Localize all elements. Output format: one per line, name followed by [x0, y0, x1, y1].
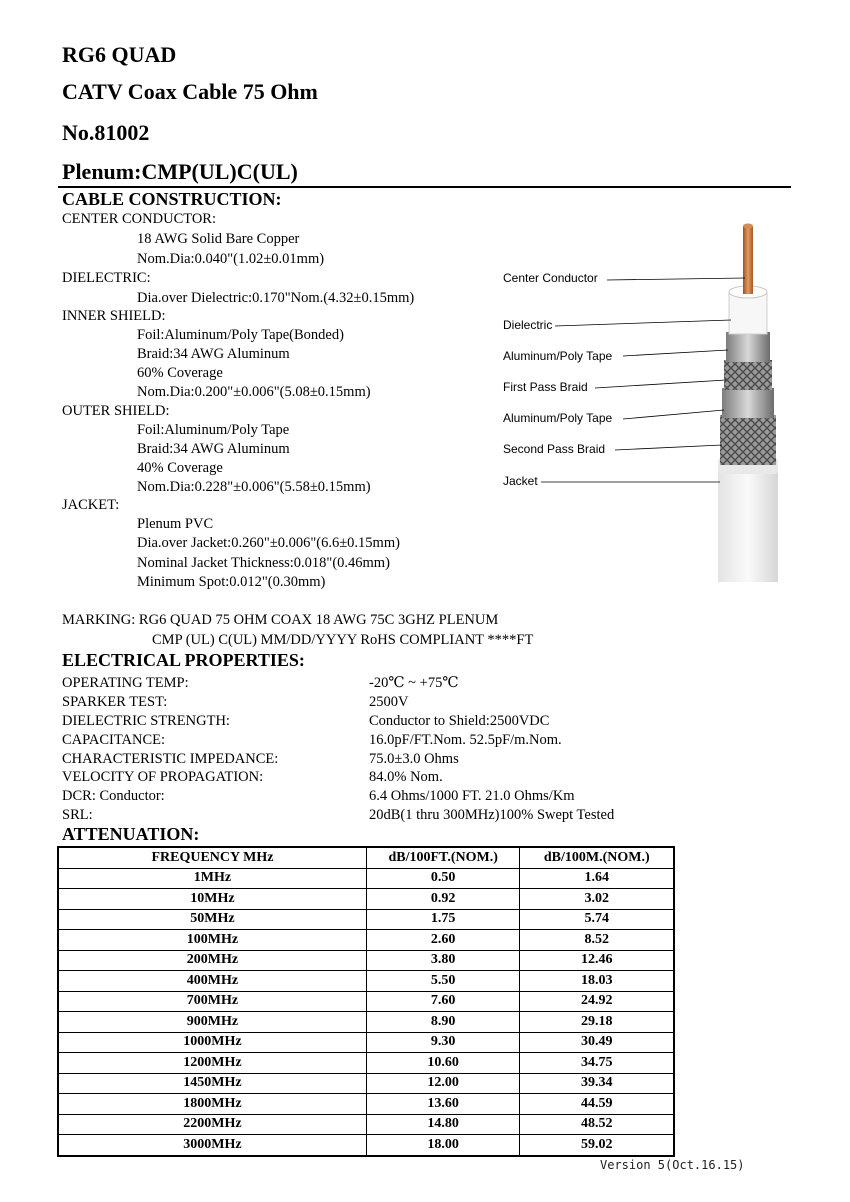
spec-line: Braid:34 AWG Aluminum	[137, 441, 290, 457]
table-cell: 0.92	[366, 889, 520, 910]
table-row	[58, 991, 674, 1012]
attenuation-heading: ATTENUATION:	[62, 824, 200, 844]
property-value: Conductor to Shield:2500VDC	[369, 713, 550, 729]
label-dielectric: Dielectric	[503, 318, 553, 332]
property-label: SPARKER TEST:	[62, 694, 168, 710]
table-cell: 3.02	[520, 889, 674, 910]
table-cell: 700MHz	[58, 991, 366, 1012]
label-aluminum-poly-tape-2: Aluminum/Poly Tape	[503, 411, 613, 425]
table-cell: 13.60	[366, 1094, 520, 1115]
label-second-pass-braid: Second Pass Braid	[503, 442, 606, 456]
second-braid-layer	[720, 415, 776, 465]
spec-line: Dia.over Jacket:0.260"±0.006"(6.6±0.15mm)	[137, 535, 400, 551]
column-header: dB/100M.(NOM.)	[520, 847, 674, 868]
table-cell: 7.60	[366, 991, 520, 1012]
table-cell: 1200MHz	[58, 1053, 366, 1074]
spec-line: 60% Coverage	[137, 365, 223, 381]
property-label: CHARACTERISTIC IMPEDANCE:	[62, 751, 279, 767]
electrical-heading: ELECTRICAL PROPERTIES:	[62, 650, 305, 670]
table-cell: 5.50	[366, 971, 520, 992]
table-row	[58, 1053, 674, 1074]
copper-tip	[743, 224, 753, 229]
spec-line: Minimum Spot:0.012"(0.30mm)	[137, 574, 326, 590]
table-cell: 18.03	[520, 971, 674, 992]
table-cell: 24.92	[520, 991, 674, 1012]
property-label: VELOCITY OF PROPAGATION:	[62, 769, 264, 785]
column-header: FREQUENCY MHz	[58, 847, 366, 868]
spec-line: 40% Coverage	[137, 460, 223, 476]
property-value: -20℃ ~ +75℃	[369, 675, 459, 691]
spec-line: Nom.Dia:0.040"(1.02±0.01mm)	[137, 251, 325, 267]
outer-shield-label: OUTER SHIELD:	[62, 403, 170, 419]
table-cell: 12.46	[520, 950, 674, 971]
property-label: DIELECTRIC STRENGTH:	[62, 713, 230, 729]
table-cell: 1800MHz	[58, 1094, 366, 1115]
table-cell: 39.34	[520, 1073, 674, 1094]
product-subtitle: CATV Coax Cable 75 Ohm	[62, 79, 318, 104]
center-conductor-label: CENTER CONDUCTOR:	[62, 211, 217, 227]
marking-line-1: MARKING: RG6 QUAD 75 OHM COAX 18 AWG 75C 3GHZ PLENUM	[62, 612, 499, 628]
property-value: 84.0% Nom.	[369, 769, 443, 785]
first-foil-layer	[726, 332, 770, 362]
first-braid-layer	[724, 360, 772, 390]
spec-line: Nom.Dia:0.228"±0.006"(5.58±0.15mm)	[137, 479, 371, 495]
table-cell: 59.02	[520, 1135, 674, 1156]
table-cell: 18.00	[366, 1135, 520, 1156]
spec-line: Nominal Jacket Thickness:0.018"(0.46mm)	[137, 555, 390, 571]
label-aluminum-poly-tape-1: Aluminum/Poly Tape	[503, 349, 613, 363]
table-cell: 400MHz	[58, 971, 366, 992]
column-header: dB/100FT.(NOM.)	[366, 847, 520, 868]
table-cell: 200MHz	[58, 950, 366, 971]
spec-line: Foil:Aluminum/Poly Tape	[137, 422, 290, 438]
table-cell: 2200MHz	[58, 1114, 366, 1135]
property-value: 16.0pF/FT.Nom. 52.5pF/m.Nom.	[369, 732, 562, 748]
attenuation-table	[57, 846, 675, 1157]
table-cell: 44.59	[520, 1094, 674, 1115]
property-value: 20dB(1 thru 300MHz)100% Swept Tested	[369, 807, 615, 823]
table-cell: 1.64	[520, 868, 674, 889]
table-cell: 8.52	[520, 930, 674, 951]
marking-line-2: CMP (UL) C(UL) MM/DD/YYYY RoHS COMPLIANT ****FT	[152, 632, 534, 648]
table-cell: 5.74	[520, 909, 674, 930]
table-cell: 3000MHz	[58, 1135, 366, 1156]
label-first-pass-braid: First Pass Braid	[503, 380, 588, 394]
table-cell: 3.80	[366, 950, 520, 971]
spec-line: Dia.over Dielectric:0.170"Nom.(4.32±0.15mm)	[137, 290, 415, 306]
table-row	[58, 1094, 674, 1115]
table-cell: 1000MHz	[58, 1032, 366, 1053]
table-cell: 30.49	[520, 1032, 674, 1053]
table-cell: 12.00	[366, 1073, 520, 1094]
second-foil-layer	[722, 388, 774, 418]
label-jacket: Jacket	[503, 474, 538, 488]
table-cell: 10.60	[366, 1053, 520, 1074]
table-cell: 8.90	[366, 1012, 520, 1033]
property-value: 2500V	[369, 694, 409, 710]
property-label: DCR: Conductor:	[62, 788, 165, 804]
table-row	[58, 1032, 674, 1053]
table-cell: 100MHz	[58, 930, 366, 951]
version-footer: Version 5(Oct.16.15)	[600, 1158, 745, 1172]
table-cell: 14.80	[366, 1114, 520, 1135]
table-row	[58, 1073, 674, 1094]
property-value: 75.0±3.0 Ohms	[369, 751, 459, 767]
table-cell: 1MHz	[58, 868, 366, 889]
cable-diagram	[495, 220, 795, 590]
inner-shield-label: INNER SHIELD:	[62, 308, 166, 324]
table-cell: 0.50	[366, 868, 520, 889]
property-label: OPERATING TEMP:	[62, 675, 189, 691]
copper-conductor	[743, 226, 753, 294]
table-row	[58, 1114, 674, 1135]
plenum-rating: Plenum:CMP(UL)C(UL)	[62, 159, 298, 184]
jacket-label: JACKET:	[62, 497, 120, 513]
header-divider	[58, 186, 791, 188]
table-cell: 2.60	[366, 930, 520, 951]
label-center-conductor: Center Conductor	[503, 271, 598, 285]
spec-line: 18 AWG Solid Bare Copper	[137, 231, 300, 247]
table-row	[58, 950, 674, 971]
table-row	[58, 889, 674, 910]
table-row	[58, 909, 674, 930]
table-row	[58, 1135, 674, 1156]
table-cell: 900MHz	[58, 1012, 366, 1033]
table-header-row	[58, 847, 674, 868]
property-value: 6.4 Ohms/1000 FT. 21.0 Ohms/Km	[369, 788, 575, 804]
table-cell: 10MHz	[58, 889, 366, 910]
table-cell: 34.75	[520, 1053, 674, 1074]
property-label: CAPACITANCE:	[62, 732, 166, 748]
table-cell: 48.52	[520, 1114, 674, 1135]
table-cell: 50MHz	[58, 909, 366, 930]
table-row	[58, 930, 674, 951]
table-row	[58, 868, 674, 889]
table-cell: 9.30	[366, 1032, 520, 1053]
spec-line: Nom.Dia:0.200"±0.006"(5.08±0.15mm)	[137, 384, 371, 400]
table-cell: 1.75	[366, 909, 520, 930]
table-row	[58, 971, 674, 992]
dielectric-label: DIELECTRIC:	[62, 270, 151, 286]
jacket-layer	[718, 470, 778, 582]
product-title: RG6 QUAD	[62, 42, 177, 67]
table-cell: 1450MHz	[58, 1073, 366, 1094]
spec-line: Foil:Aluminum/Poly Tape(Bonded)	[137, 327, 344, 343]
spec-line: Braid:34 AWG Aluminum	[137, 346, 290, 362]
property-label: SRL:	[62, 807, 93, 823]
part-number: No.81002	[62, 120, 150, 145]
table-cell: 29.18	[520, 1012, 674, 1033]
spec-line: Plenum PVC	[137, 516, 214, 532]
construction-heading: CABLE CONSTRUCTION:	[62, 189, 282, 209]
table-row	[58, 1012, 674, 1033]
